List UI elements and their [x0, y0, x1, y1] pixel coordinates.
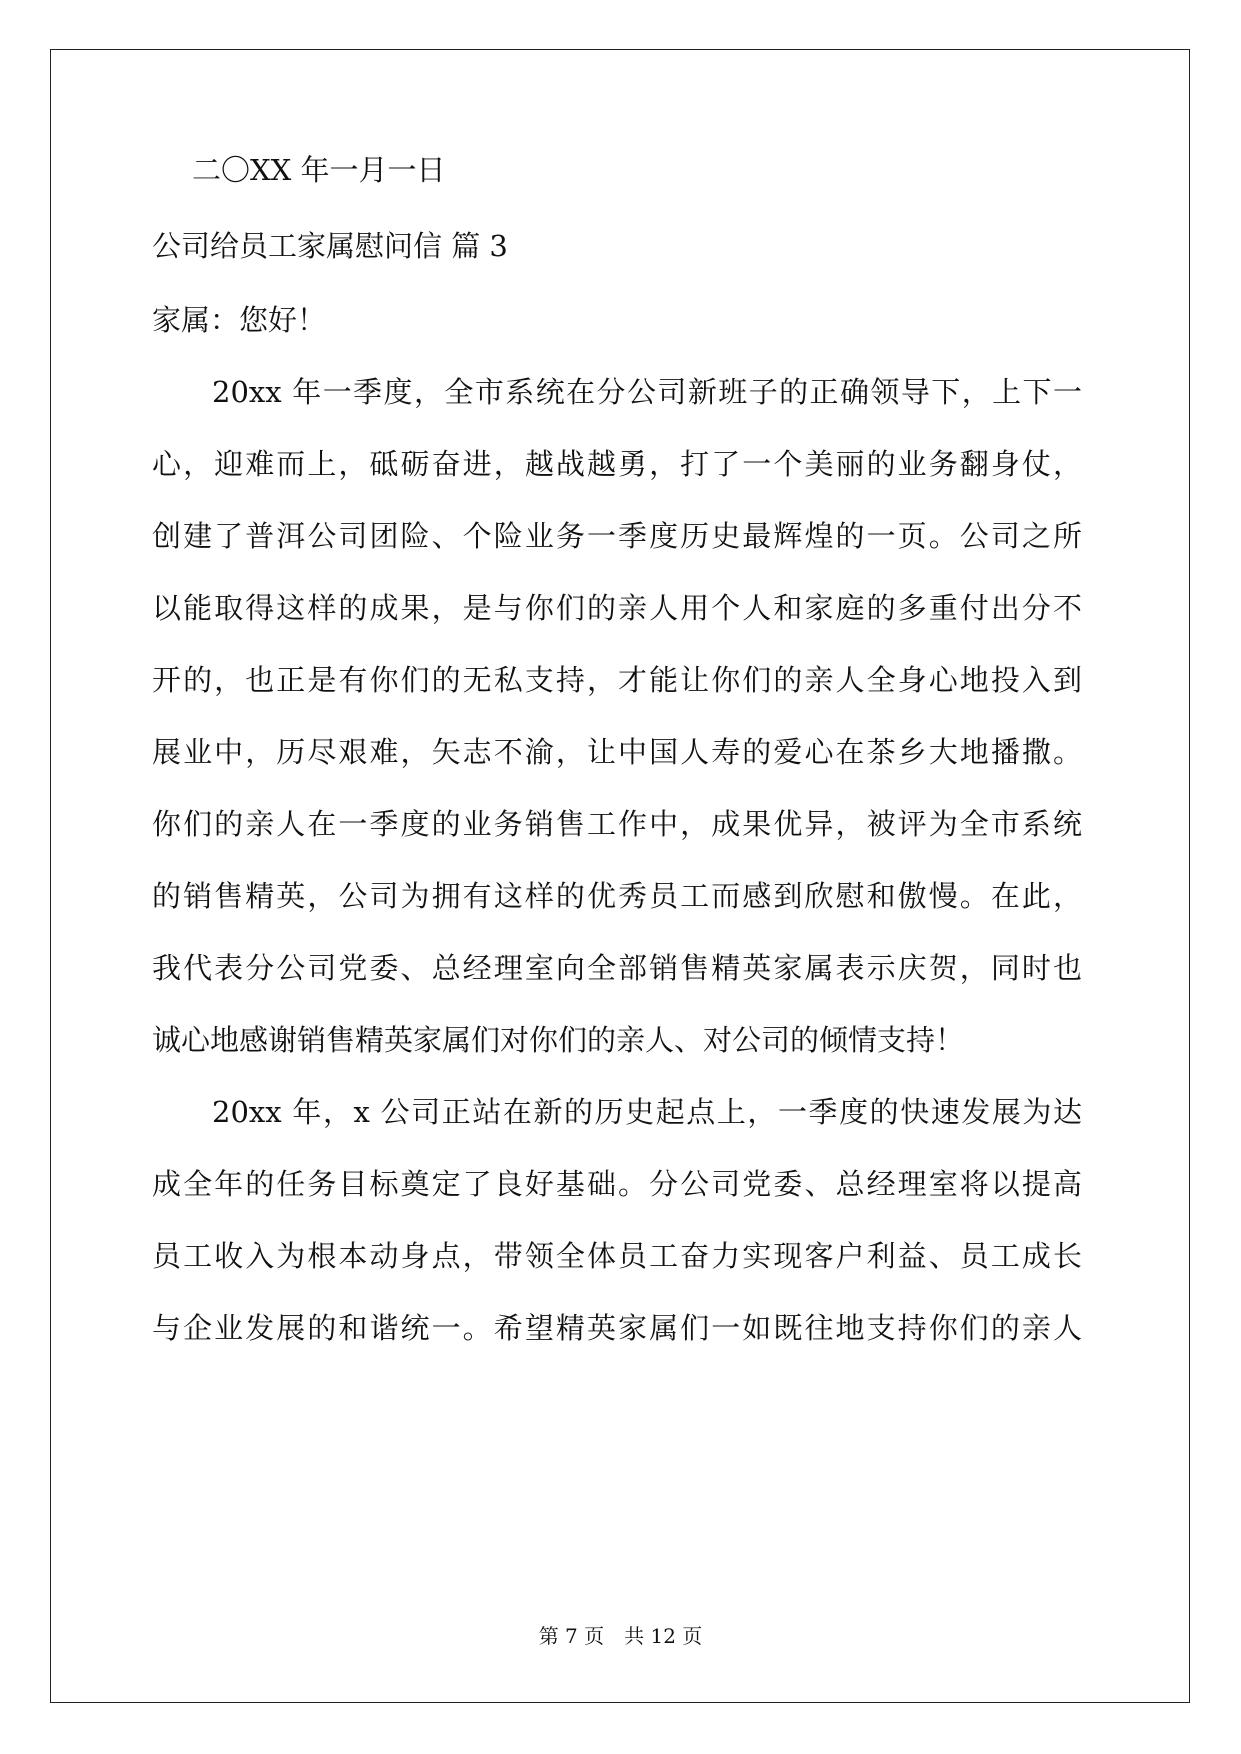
greeting: 家属：您好！	[152, 303, 327, 337]
paragraph-2-line: 成全年的任务目标奠定了良好基础。分公司党委、总经理室将以提高	[152, 1167, 1082, 1201]
paragraph-1-line: 我代表分公司党委、总经理室向全部销售精英家属表示庆贺，同时也	[152, 951, 1082, 985]
paragraph-1-line: 创建了普洱公司团险、个险业务一季度历史最辉煌的一页。公司之所	[152, 519, 1082, 553]
paragraph-2-line: 员工收入为根本动身点，带领全体员工奋力实现客户利益、员工成长	[152, 1239, 1082, 1273]
paragraph-1-line: 开的，也正是有你们的无私支持，才能让你们的亲人全身心地投入到	[152, 663, 1082, 697]
paragraph-1-line: 你们的亲人在一季度的业务销售工作中，成果优异，被评为全市系统	[152, 807, 1082, 841]
page-total: 共 12 页	[624, 1624, 703, 1648]
date-line: 二〇XX 年一月一日	[192, 153, 446, 187]
paragraph-1-line: 诚心地感谢销售精英家属们对你们的亲人、对公司的倾情支持！	[152, 1023, 965, 1057]
paragraph-1-line: 20xx 年一季度，全市系统在分公司新班子的正确领导下，上下一	[212, 375, 1082, 409]
paragraph-1-line: 的销售精英，公司为拥有这样的优秀员工而感到欣慰和傲慢。在此，	[152, 879, 1082, 913]
paragraph-1-line: 以能取得这样的成果，是与你们的亲人用个人和家庭的多重付出分不	[152, 591, 1082, 625]
paragraph-2-line: 与企业发展的和谐统一。希望精英家属们一如既往地支持你们的亲人	[152, 1311, 1082, 1345]
page-border	[50, 49, 1190, 1703]
page-number: 第 7 页	[538, 1624, 605, 1648]
paragraph-1-line: 展业中，历尽艰难，矢志不渝，让中国人寿的爱心在茶乡大地播撒。	[152, 735, 1082, 769]
page-footer	[0, 1624, 1241, 1648]
paragraph-2-line: 20xx 年，x 公司正站在新的历史起点上，一季度的快速发展为达	[212, 1095, 1082, 1129]
paragraph-1-line: 心，迎难而上，砥砺奋进，越战越勇，打了一个美丽的业务翻身仗，	[152, 447, 1082, 481]
section-title: 公司给员工家属慰问信 篇 3	[152, 229, 508, 263]
